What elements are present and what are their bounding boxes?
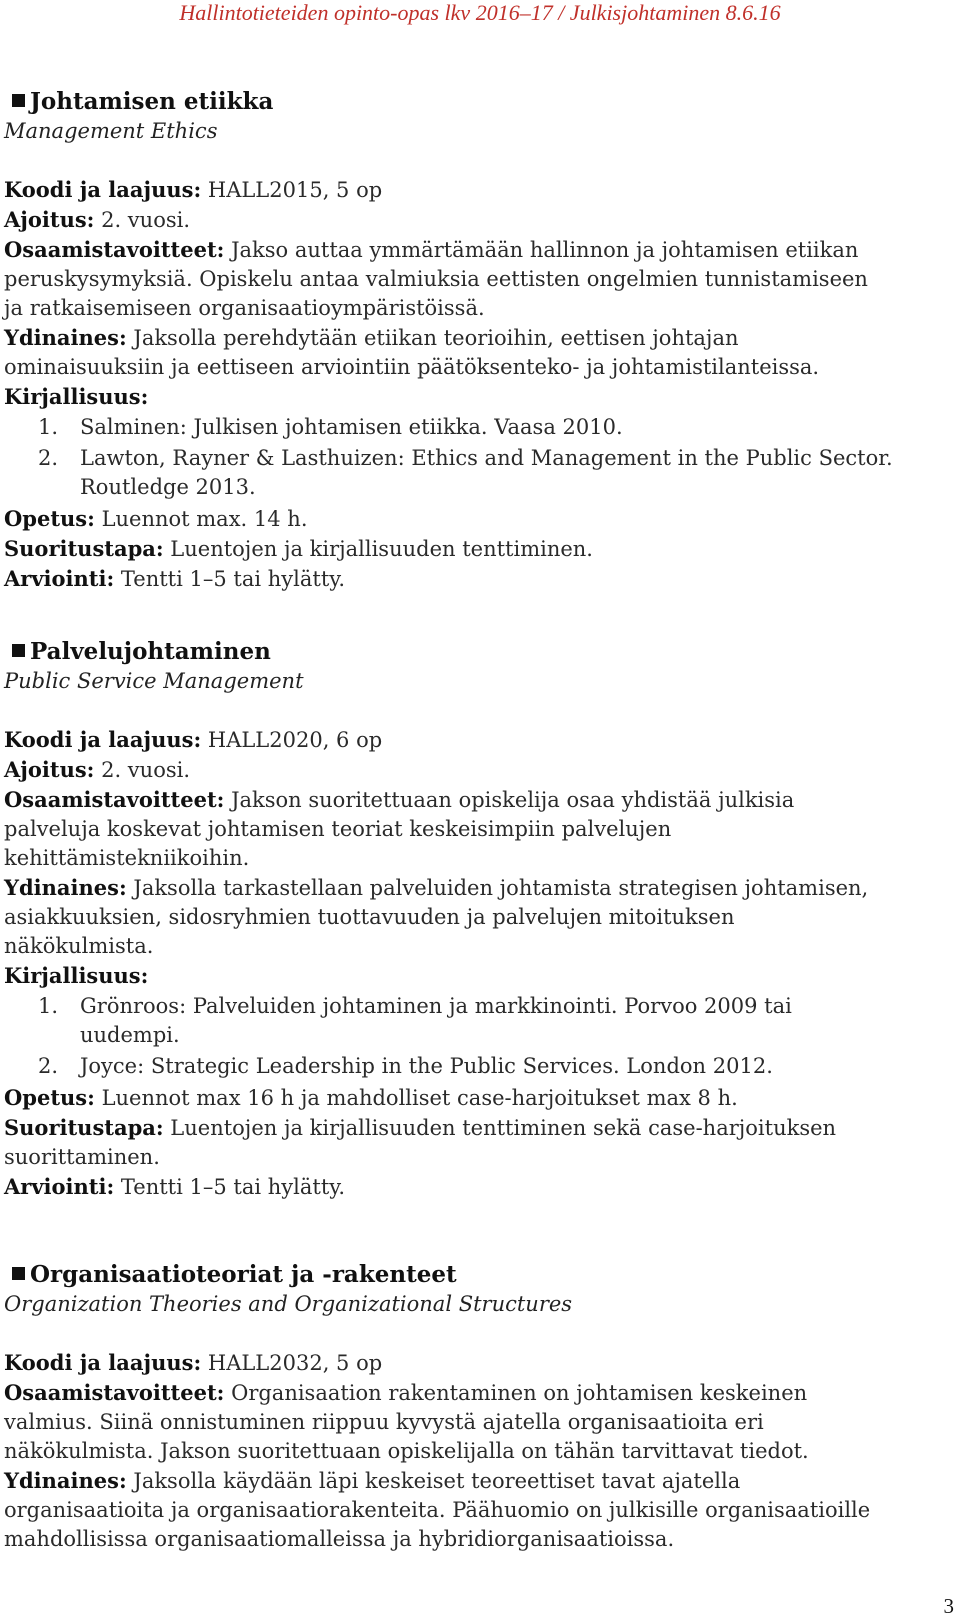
objectives-line: peruskysymyksiä. Opiskelu antaa valmiuksia eettisten ongelmien tunnistamiseen bbox=[4, 267, 868, 291]
square-bullet-icon bbox=[12, 1267, 25, 1280]
content-line: Ydinaines: Jaksolla tarkastellaan palveluiden johtamista strategisen johtamisen, bbox=[4, 875, 869, 900]
square-bullet-icon bbox=[12, 94, 25, 107]
objectives-line: palveluja koskevat johtamisen teoriat keskeisimpiin palvelujen bbox=[4, 817, 672, 841]
completion-line: Suoritustapa: Luentojen ja kirjallisuuden tenttiminen. bbox=[4, 536, 593, 561]
course-section-organization-theories bbox=[4, 1260, 954, 1554]
literature-list bbox=[4, 413, 954, 502]
literature-item: 1. Salminen: Julkisen johtamisen etiikka. Vaasa 2010. bbox=[38, 415, 623, 439]
objectives-line: kehittämistekniikoihin. bbox=[4, 846, 250, 870]
objectives-line: valmius. Siinä onnistuminen riippuu kyvystä ajatella organisaatioita eri bbox=[4, 1410, 764, 1434]
literature-item: 1. Grönroos: Palveluiden johtaminen ja markkinointi. Porvoo 2009 tai uudempi. bbox=[38, 994, 792, 1047]
content-line: näkökulmista. bbox=[4, 934, 154, 958]
content-line: ominaisuuksiin ja eettiseen arviointiin päätöksenteko- ja johtamistilanteissa. bbox=[4, 355, 820, 379]
literature-list bbox=[4, 992, 954, 1081]
literature-item: 2. Joyce: Strategic Leadership in the Public Services. London 2012. bbox=[38, 1054, 773, 1078]
objectives-line: ja ratkaisemiseen organisaatioympäristöissä. bbox=[4, 296, 485, 320]
code-line: Koodi ja laajuus: HALL2015, 5 op bbox=[4, 177, 383, 202]
timing-line: Ajoitus: 2. vuosi. bbox=[4, 207, 191, 232]
content-line: Ydinaines: Jaksolla perehdytään etiikan teorioihin, eettisen johtajan bbox=[4, 325, 739, 350]
timing-line: Ajoitus: 2. vuosi. bbox=[4, 757, 191, 782]
literature-label: Kirjallisuus: bbox=[4, 384, 149, 409]
course-section-management-ethics bbox=[4, 87, 954, 594]
running-header: Hallintotieteiden opinto-opas lkv 2016–17 / Julkisjohtaminen 8.6.16 bbox=[179, 0, 781, 25]
completion-line: suorittaminen. bbox=[4, 1145, 160, 1169]
content-line: Ydinaines: Jaksolla käydään läpi keskeiset teoreettiset tavat ajatella bbox=[4, 1468, 741, 1493]
page-number: 3 bbox=[943, 1594, 954, 1618]
course-english-title: Management Ethics bbox=[4, 119, 218, 143]
course-title: Organisaatioteoriat ja -rakenteet bbox=[4, 1260, 954, 1290]
course-title: Johtamisen etiikka bbox=[4, 87, 954, 117]
content-line: organisaatioita ja organisaatiorakenteita. Päähuomio on julkisille organisaatioille bbox=[4, 1498, 871, 1522]
objectives-line: Osaamistavoitteet: Jakso auttaa ymmärtämään hallinnon ja johtamisen etiikan bbox=[4, 237, 859, 262]
completion-line: Suoritustapa: Luentojen ja kirjallisuuden tenttiminen sekä case-harjoituksen bbox=[4, 1115, 837, 1140]
objectives-line: näkökulmista. Jakson suoritettuaan opiskelijalla on tähän tarvittavat tiedot. bbox=[4, 1439, 809, 1463]
teaching-line: Opetus: Luennot max 16 h ja mahdolliset case-harjoitukset max 8 h. bbox=[4, 1085, 738, 1110]
content-line: mahdollisissa organisaatiomalleissa ja hybridiorganisaatioissa. bbox=[4, 1527, 675, 1551]
objectives-line: Osaamistavoitteet: Jakson suoritettuaan opiskelija osaa yhdistää julkisia bbox=[4, 787, 795, 812]
objectives-line: Osaamistavoitteet: Organisaation rakentaminen on johtamisen keskeinen bbox=[4, 1380, 808, 1405]
course-section-public-service-management bbox=[4, 637, 954, 1202]
course-english-title: Organization Theories and Organizational Structures bbox=[4, 1292, 573, 1316]
course-title: Palvelujohtaminen bbox=[4, 637, 954, 667]
teaching-line: Opetus: Luennot max. 14 h. bbox=[4, 506, 308, 531]
assessment-line: Arviointi: Tentti 1–5 tai hylätty. bbox=[4, 566, 346, 591]
square-bullet-icon bbox=[12, 644, 25, 657]
code-line: Koodi ja laajuus: HALL2020, 6 op bbox=[4, 727, 383, 752]
content-line: asiakkuuksien, sidosryhmien tuottavuuden ja palvelujen mitoituksen bbox=[4, 905, 735, 929]
literature-item: 2. Lawton, Rayner & Lasthuizen: Ethics and Management in the Public Sector. Routledge 2013. bbox=[38, 446, 893, 499]
course-english-title: Public Service Management bbox=[4, 669, 304, 693]
literature-label: Kirjallisuus: bbox=[4, 963, 149, 988]
assessment-line: Arviointi: Tentti 1–5 tai hylätty. bbox=[4, 1174, 346, 1199]
code-line: Koodi ja laajuus: HALL2032, 5 op bbox=[4, 1350, 383, 1375]
